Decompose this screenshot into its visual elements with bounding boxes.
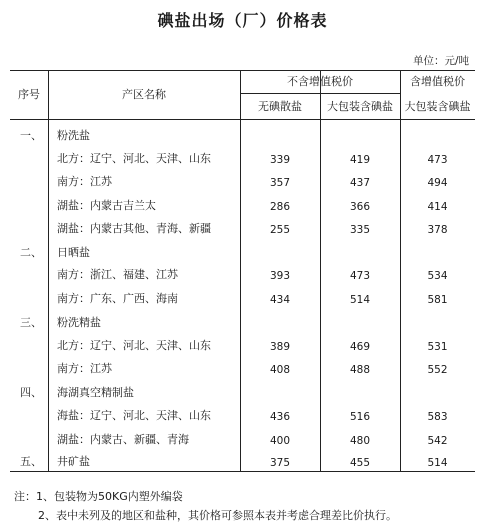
row-value-pack-incl: 581 — [427, 294, 448, 306]
row-value-pack-incl: 534 — [427, 270, 448, 282]
row-value-bulk: 434 — [269, 294, 291, 306]
unit-label: 单位：元/吨 — [412, 55, 469, 67]
row-name: 粉洗盐 — [57, 129, 90, 142]
row-value-pack: 488 — [349, 364, 371, 376]
row-seq: 四、 — [20, 386, 42, 399]
row-seq: 一、 — [20, 129, 42, 142]
row-name: 海盐：辽宁、河北、天津、山东 — [57, 409, 211, 422]
row-value-pack: 480 — [349, 435, 371, 447]
table-divider — [10, 119, 475, 120]
header-excl-tax: 不含增值税价 — [287, 75, 353, 88]
row-value-bulk: 286 — [269, 201, 291, 213]
header-incl-tax: 含增值税价 — [410, 75, 465, 88]
row-name: 南方：广东、广西、海南 — [57, 292, 178, 305]
row-value-pack: 516 — [349, 411, 371, 423]
row-value-pack-incl: 552 — [427, 364, 448, 376]
page-title: 碘盐出场（厂）价格表 — [157, 11, 328, 30]
row-name: 北方：辽宁、河北、天津、山东 — [57, 339, 211, 352]
row-name: 湖盐：内蒙古吉兰太 — [57, 199, 156, 212]
row-value-pack: 514 — [349, 294, 371, 306]
row-name: 井矿盐 — [57, 455, 90, 468]
row-name: 湖盐：内蒙古、新疆、青海 — [57, 433, 189, 446]
row-name: 湖盐：内蒙古其他、青海、新疆 — [57, 222, 211, 235]
row-value-bulk: 400 — [269, 435, 291, 447]
row-value-pack-incl: 414 — [427, 201, 448, 213]
row-value-pack-incl: 378 — [427, 224, 448, 236]
row-value-pack: 419 — [349, 154, 371, 166]
header-seq: 序号 — [18, 88, 40, 101]
row-value-pack-incl: 514 — [427, 457, 448, 469]
row-value-bulk: 389 — [269, 341, 291, 353]
row-value-pack: 455 — [349, 457, 371, 469]
row-name: 日晒盐 — [57, 246, 90, 259]
header-col-pack: 大包装含碘盐 — [327, 100, 393, 113]
table-divider — [48, 71, 49, 471]
note-line-2: 2、表中未列及的地区和盐种，其价格可参照本表并考虑合理差比价执行。 — [38, 509, 397, 522]
row-value-pack: 366 — [349, 201, 371, 213]
row-name: 南方：江苏 — [57, 175, 112, 188]
price-table — [10, 70, 475, 472]
table-divider — [240, 93, 400, 94]
row-value-pack-incl: 542 — [427, 435, 448, 447]
row-value-bulk: 436 — [269, 411, 291, 423]
row-value-pack-incl: 494 — [427, 177, 448, 189]
row-value-pack: 437 — [349, 177, 371, 189]
note-line-1: 注：1、包装物为50KG内塑外编袋 — [14, 490, 183, 503]
row-name: 海湖真空精制盐 — [57, 386, 134, 399]
header-col-pack-incl: 大包装含碘盐 — [404, 100, 471, 113]
row-seq: 五、 — [20, 455, 42, 468]
row-seq: 三、 — [20, 316, 42, 329]
row-value-pack: 469 — [349, 341, 371, 353]
row-value-bulk: 393 — [269, 270, 291, 282]
row-name: 北方：辽宁、河北、天津、山东 — [57, 152, 211, 165]
row-name: 粉洗精盐 — [57, 316, 101, 329]
row-value-pack: 473 — [349, 270, 371, 282]
header-col-bulk: 无碘散盐 — [258, 100, 302, 113]
row-value-pack-incl: 583 — [427, 411, 448, 423]
header-region: 产区名称 — [122, 88, 166, 101]
row-value-pack-incl: 473 — [427, 154, 448, 166]
row-name: 南方：浙江、福建、江苏 — [57, 268, 178, 281]
row-value-bulk: 357 — [269, 177, 291, 189]
row-value-pack-incl: 531 — [427, 341, 448, 353]
row-value-bulk: 375 — [269, 457, 291, 469]
row-seq: 二、 — [20, 246, 42, 259]
row-value-pack: 335 — [349, 224, 371, 236]
row-value-bulk: 255 — [269, 224, 291, 236]
row-value-bulk: 339 — [269, 154, 291, 166]
row-value-bulk: 408 — [269, 364, 291, 376]
row-name: 南方：江苏 — [57, 362, 112, 375]
